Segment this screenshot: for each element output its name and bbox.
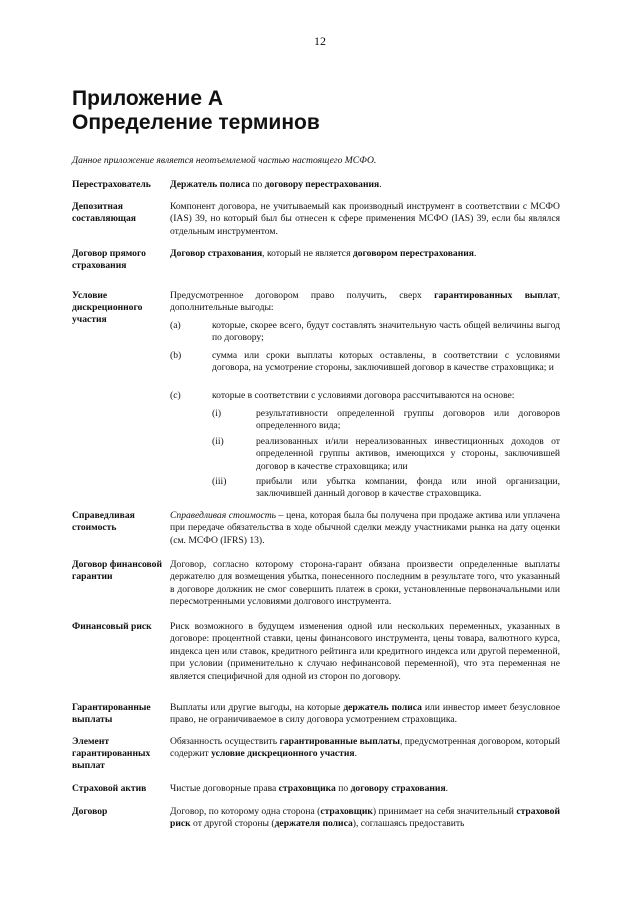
appendix-heading: Приложение А [72, 87, 224, 110]
term: Договор прямого страхования [72, 248, 146, 271]
definition: Держатель полиса по договору перестрахования. [170, 179, 382, 190]
list-item: прибыли или убытка компании, фонда или иной организации, заключившей данный договор в качестве страховщика. [256, 476, 560, 500]
term: Элемент гарантированных выплат [72, 736, 151, 771]
term: Договор [72, 806, 108, 817]
definition: Предусмотренное договором право получить, сверх гарантированных выплат, дополнительные выгоды: [170, 290, 560, 314]
list-item: результативности определенной группы договоров или договоров определенного вида; [256, 408, 560, 432]
list-label: (ii) [212, 436, 224, 447]
term: Гарантированные выплаты [72, 702, 151, 725]
list-label: (i) [212, 408, 222, 419]
definition: Договор, согласно которому сторона-гарант обязана произвести определенные выплаты держателю для возмещения убытка, понесенного последним в результате того, что указанный в договоре должник не смог совершить платеж в сроки, установленные первоначальными или пересмотренными условиями долгового инструмента. [170, 559, 560, 608]
list-item: которые, скорее всего, будут составлять значительную часть общей величины выгод по договору; [212, 320, 560, 344]
list-label: (c) [170, 390, 181, 401]
definition: Риск возможного в будущем изменения одной или нескольких переменных, указанных в договоре: процентной ставки, цены финансового инструмента, цены товара, валютного курса, индекса цен или ставок, кредитного рейтинга или кредитного индекса или другой переменной, при условии (применительно к случаю нефинансовой переменной), что эта переменная не является специфичной для одной из сторон по договору. [170, 621, 560, 682]
page-number: 12 [314, 34, 326, 48]
term: Договор финансовой гарантии [72, 559, 162, 582]
appendix-title: Определение терминов [72, 111, 320, 134]
intro-note: Данное приложение является неотъемлемой частью настоящего МСФО. [72, 155, 377, 166]
definition: Обязанность осуществить гарантированные выплаты, предусмотренная договором, который содержит условие дискреционного участия. [170, 736, 561, 760]
list-item: сумма или сроки выплаты которых оставлены, в соответствии с условиями договора, на усмотрение стороны, заключившей договор в качестве страховщика; и [212, 350, 560, 374]
term: Финансовый риск [72, 621, 152, 632]
definition: Договор, по которому одна сторона (страховщик) принимает на себя значительный страховой риск от другой стороны (держателя полиса), соглашаясь предоставить [170, 806, 560, 830]
list-label: (b) [170, 350, 182, 361]
list-label: (iii) [212, 476, 227, 487]
term: Справедливая стоимость [72, 510, 135, 533]
definition: Чистые договорные права страховщика по договору страхования. [170, 783, 449, 794]
term: Перестрахователь [72, 179, 151, 190]
definition: Компонент договора, не учитываемый как производный инструмент в соответствии с МСФО (IAS) 39, но который был бы отнесен к сфере применения МСФО (IAS) 39, если бы являлся отдельным инструментом. [170, 201, 560, 237]
definition: Выплаты или другие выгоды, на которые держатель полиса или инвестор имеет безусловное право, не ограничиваемое в силу договора усмотрением страховщика. [170, 702, 561, 726]
definition: Справедливая стоимость – цена, которая была бы получена при продаже актива или уплачена при передаче обязательства в ходе обычной сделки между участниками рынка на дату оценки (см. МСФО (IFRS) 13). [170, 510, 561, 546]
list-label: (a) [170, 320, 181, 331]
list-item: реализованных и/или нереализованных инвестиционных доходов от определенной группы активов, имеющихся у стороны, заключившей договор в качестве страховщика; или [256, 436, 560, 472]
term: Депозитная составляющая [72, 201, 136, 224]
list-item: которые в соответствии с условиями договора рассчитываются на основе: [212, 390, 515, 401]
term: Страховой актив [72, 783, 147, 794]
term: Условие дискреционного участия [72, 290, 143, 325]
definition: Договор страхования, который не является договором перестрахования. [170, 248, 477, 259]
